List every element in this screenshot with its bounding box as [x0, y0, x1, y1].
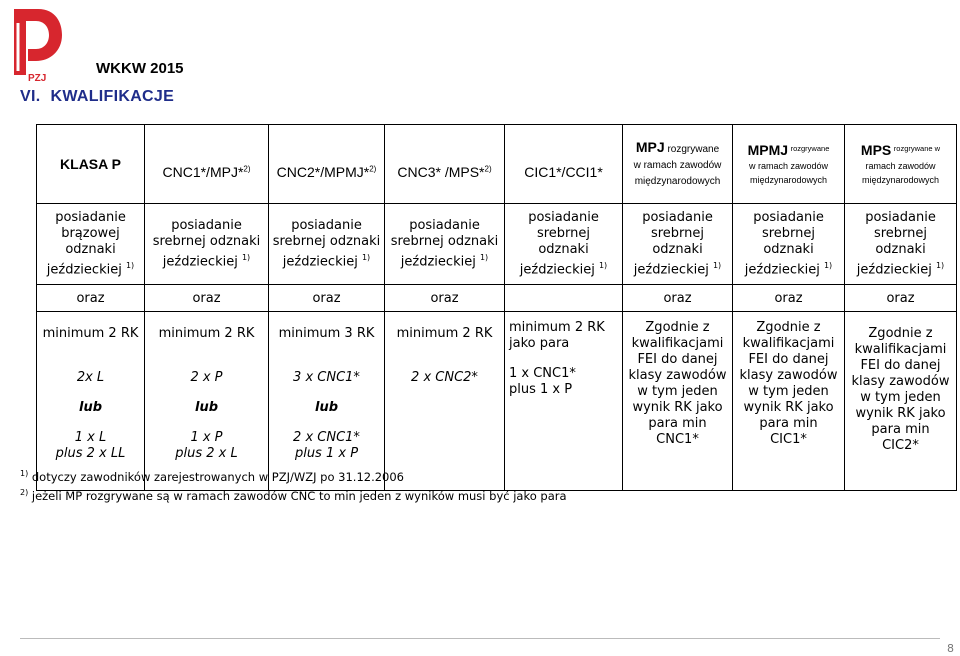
req-cnc3: posiadanie srebrnej odznaki jeździeckiej $^{1)}$	[385, 204, 505, 285]
pzj-logo	[4, 3, 66, 83]
header-mpmj: MPMJ $^{rozgrywane}$ w ramach zawodów międzynarodowych	[733, 125, 845, 204]
footnote-2: $^{2)}$ jeżeli MP rozgrywane są w ramach zawodów CNC to min jeden z wyników musi być jako para	[20, 487, 567, 503]
section-number: VI.	[20, 88, 41, 105]
header-cnc1: CNC1*/MPJ*$^{2)}$	[145, 125, 269, 204]
results-mpj: Zgodnie z kwalifikacjami FEI do danej klasy zawodów w tym jeden wynik RK jako para min CNC1*	[623, 312, 733, 491]
footnotes	[20, 466, 567, 504]
oraz-cell: oraz	[385, 285, 505, 312]
req-cic1: posiadanie srebrnej odznaki jeździeckiej $^{1)}$	[505, 204, 623, 285]
req-mpmj: posiadanie srebrnej odznaki jeździeckiej $^{1)}$	[733, 204, 845, 285]
oraz-row	[37, 285, 957, 312]
req-mps: posiadanie srebrnej odznaki jeździeckiej $^{1)}$	[845, 204, 957, 285]
results-row	[37, 312, 957, 491]
results-cnc1: minimum 2 RK 2 x P lub 1 x P plus 2 x L	[145, 312, 269, 491]
oraz-cell: oraz	[733, 285, 845, 312]
req-cnc2: posiadanie srebrnej odznaki jeździeckiej $^{1)}$	[269, 204, 385, 285]
qualification-table	[36, 124, 957, 491]
oraz-cell-empty	[505, 285, 623, 312]
oraz-cell: oraz	[37, 285, 145, 312]
header-mps: MPS $^{rozgrywane w}$ ramach zawodów międzynarodowych	[845, 125, 957, 204]
section-title-text: KWALIFIKACJE	[50, 88, 175, 105]
header-klasa: KLASA P	[37, 125, 145, 204]
oraz-cell: oraz	[269, 285, 385, 312]
results-klasa: minimum 2 RK 2x L lub 1 x L plus 2 x LL	[37, 312, 145, 491]
logo-text: PZJ	[28, 73, 47, 83]
req-mpj: posiadanie srebrnej odznaki jeździeckiej $^{1)}$	[623, 204, 733, 285]
results-cnc2: minimum 3 RK 3 x CNC1* lub 2 x CNC1* plus 1 x P	[269, 312, 385, 491]
req-cnc1: posiadanie srebrnej odznaki jeździeckiej $^{1)}$	[145, 204, 269, 285]
results-mpmj: Zgodnie z kwalifikacjami FEI do danej klasy zawodów w tym jeden wynik RK jako para min CIC1*	[733, 312, 845, 491]
footnote-1: $^{1)}$ dotyczy zawodników zarejestrowanych w PZJ/WZJ po 31.12.2006	[20, 469, 405, 484]
results-cic1: minimum 2 RK jako para 1 x CNC1* plus 1 x P	[505, 312, 623, 491]
page-number: 8	[947, 642, 954, 655]
footer-divider	[20, 638, 940, 639]
oraz-cell: oraz	[845, 285, 957, 312]
results-mps: Zgodnie z kwalifikacjami FEI do danej klasy zawodów w tym jeden wynik RK jako para min CIC2*	[845, 312, 957, 491]
badge-requirement-row	[37, 204, 957, 285]
section-title	[20, 88, 184, 106]
header-cnc3: CNC3* /MPS*$^{2)}$	[385, 125, 505, 204]
header-cnc2: CNC2*/MPMJ*$^{2)}$	[269, 125, 385, 204]
req-klasa: posiadanie brązowej odznaki jeździeckiej $^{1)}$	[37, 204, 145, 285]
header-mpj: MPJ rozgrywane w ramach zawodów międzynarodowych	[623, 125, 733, 204]
oraz-cell: oraz	[145, 285, 269, 312]
results-cnc3: minimum 2 RK 2 x CNC2*	[385, 312, 505, 491]
doc-title: WKKW 2015	[96, 60, 184, 77]
oraz-cell: oraz	[623, 285, 733, 312]
header-cic1: CIC1*/CCI1*	[505, 125, 623, 204]
header-row	[37, 125, 957, 204]
